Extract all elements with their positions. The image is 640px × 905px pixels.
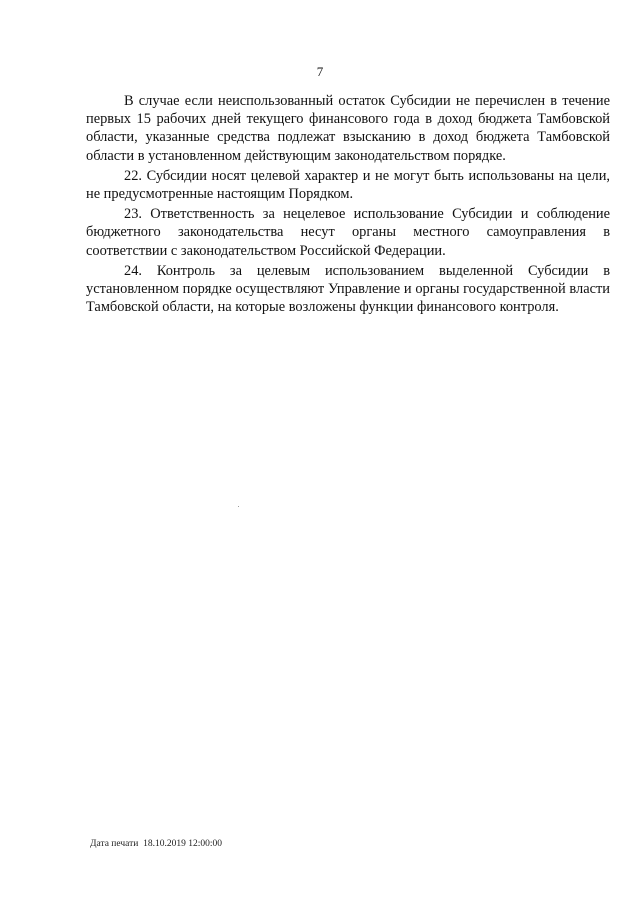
paragraph-unused-balance: В случае если неиспользованный остаток Субсидии не перечислен в течение первых 15 рабочих дней текущего финансового года в доход бюджета Тамбовской области, указанные средства подлежат взысканию в доход бюджета Тамбовской области в установленном действующим законодательством порядке. (86, 93, 610, 164)
print-date-label: Дата печати (90, 839, 139, 849)
scan-speck (238, 506, 239, 507)
paragraph-24: 24. Контроль за целевым использованием выделенной Субсидии в установленном порядке осуществляют Управление и органы государственной власти Тамбовской области, на которые возложены функции финансового контроля. (86, 262, 610, 316)
paragraph-22: 22. Субсидии носят целевой характер и не могут быть использованы на цели, не предусмотренные настоящим Порядком. (86, 167, 610, 203)
page-number: 7 (316, 64, 324, 79)
print-date-footer (90, 839, 222, 849)
document-body (86, 92, 610, 318)
print-date-value: 18.10.2019 12:00:00 (143, 839, 223, 849)
paragraph-23: 23. Ответственность за нецелевое использование Субсидии и соблюдение бюджетного законодательства несут органы местного самоуправления в соответствии с законодательством Российской Федерации. (86, 206, 610, 259)
